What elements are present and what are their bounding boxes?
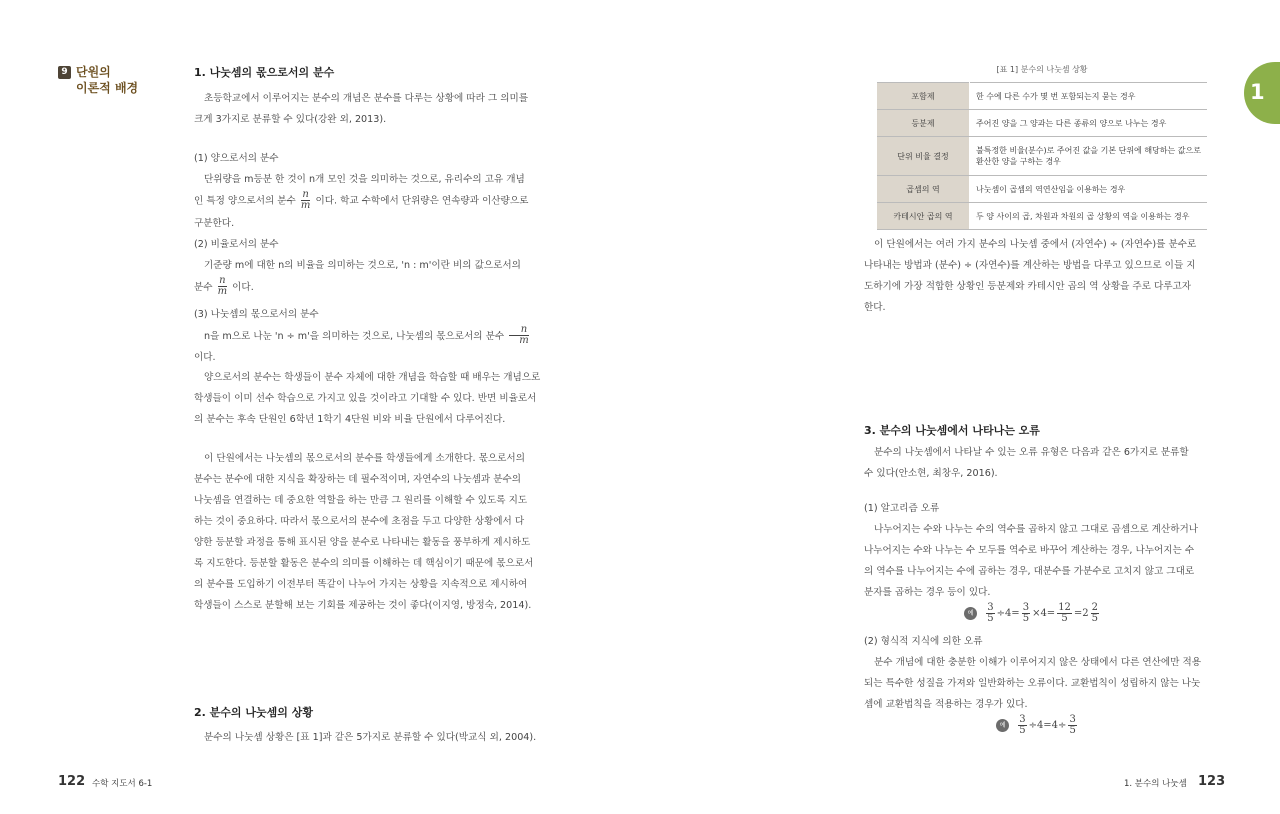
heading-1: 1. 나눗셈의 몫으로서의 분수	[194, 66, 335, 79]
heading-3: 3. 분수의 나눗셈에서 나타나는 오류	[864, 424, 1040, 437]
text-span: 이다. 학교 수학에서 단위량은 연속량과 이산량으로	[315, 195, 529, 207]
paragraph-line: 나눗셈을 연결하는 데 중요한 역할을 하는 만큼 그 원리를 이해할 수 있도록 지도	[194, 494, 528, 506]
paragraph-block	[194, 448, 554, 616]
fraction-n-over-m: $\frac{n}{m}$	[300, 189, 311, 211]
text-span: 인 특정 양으로서의 분수	[194, 195, 296, 207]
paragraph-line: 의 역수를 나누어지는 수에 곱하는 경우, 대분수를 가분수로 고치지 않고 그대로	[864, 566, 1195, 577]
section-number-badge: 9	[58, 66, 71, 79]
paragraph-line: 분수는 분수에 대한 지식을 확장하는 데 필수적이며, 자연수의 나눗셈과 분수의	[194, 473, 522, 485]
paragraph-line: 양한 등분할 과정을 통해 표시된 양을 분수로 나타내는 활동을 풍부하게 제시하도	[194, 536, 531, 548]
table-row	[877, 137, 1207, 176]
paragraph-line: 분수의 나눗셈에서 나타날 수 있는 오류 유형은 다음과 같은 6가지로 분류할	[874, 447, 1189, 458]
paragraph-line: 분수 개념에 대한 충분한 이해가 이루어지지 않은 상태에서 다른 연산에만 적용	[874, 657, 1202, 668]
division-situations-table	[877, 82, 1207, 230]
table-value-cell: 주어진 양을 그 양과는 다른 종류의 양으로 나누는 경우	[970, 110, 1208, 137]
subheading-algorithm-error: (1) 알고리즘 오류	[864, 503, 940, 514]
paragraph-line: 단위량을 m등분 한 것이 n개 모인 것을 의미하는 것으로, 유리수의 고유 개념	[204, 174, 525, 185]
paragraph-line: 초등학교에서 이루어지는 분수의 개념은 분수를 다루는 상황에 따라 그 의미를	[204, 93, 529, 104]
paragraph-line: 도하기에 가장 적합한 상황인 등분제와 카테시안 곱의 역 상황을 주로 다루고자	[864, 281, 1192, 292]
table-key-cell: 곱셈의 역	[877, 176, 970, 203]
example-icon: 예	[996, 719, 1009, 732]
paragraph-line: 셈에 교환법칙을 적용하는 경우가 있다.	[864, 699, 1028, 710]
section-title-line2: 이론적 배경	[76, 81, 139, 95]
subheading-quotient: (3) 나눗셈의 몫으로서의 분수	[194, 308, 319, 320]
left-footer-text: 수학 지도서 6-1	[92, 779, 153, 789]
paragraph-line: 이 단원에서는 나눗셈의 몫으로서의 분수를 학생들에게 소개한다. 몫으로서의	[204, 452, 525, 464]
paragraph-line: 록 지도한다. 등분할 활동은 분수의 의미를 이해하는 데 핵심이기 때문에 몫으로서	[194, 557, 534, 569]
paragraph-line: 이 단원에서는 여러 가지 분수의 나눗셈 중에서 (자연수) ÷ (자연수)를 분수로	[874, 239, 1197, 250]
paragraph-line: 학생들이 이미 선수 학습으로 가지고 있을 것이라고 기대할 수 있다. 반면 비율로서	[194, 392, 537, 404]
example-icon: 예	[964, 607, 977, 620]
table-value-cell: 불특정한 비율(분수)로 주어진 값을 기본 단위에 해당하는 값으로 환산한 양을 구하는 경우	[970, 137, 1208, 176]
left-page-number: 122	[58, 774, 86, 789]
paragraph-line: 학생들이 스스로 분할해 보는 기회를 제공하는 것이 좋다(이지영, 방정숙, 2014).	[194, 599, 532, 611]
paragraph-line: 분수의 나눗셈 상황은 [표 1]과 같은 5가지로 분류할 수 있다(박교식 외, 2004).	[204, 732, 537, 743]
right-page-number: 123	[1198, 774, 1226, 789]
paragraph-line: 이다.	[194, 351, 216, 363]
right-paragraph-1	[864, 234, 1222, 318]
paragraph-line: 양으로서의 분수는 학생들이 분수 자체에 대한 개념을 학습할 때 배우는 개념으로	[204, 371, 541, 383]
text-span: n을 m으로 나눈 'n ÷ m'을 의미하는 것으로, 나눗셈의 몫으로서의 분수	[204, 330, 505, 342]
example-2-equation: 예 $\frac{3}{5}$ ÷4=4÷ $\frac{3}{5}$	[996, 715, 1222, 741]
text-span: 이다.	[232, 281, 254, 293]
paragraph-line: 하는 것이 중요하다. 따라서 몫으로서의 분수에 초점을 두고 다양한 상황에서 다	[194, 515, 525, 527]
heading-2: 2. 분수의 나눗셈의 상황	[194, 706, 313, 719]
text-span: 분수	[194, 281, 213, 293]
table-caption: [표 1] 분수의 나눗셈 상황	[996, 65, 1088, 74]
chapter-number: 1	[1250, 80, 1265, 104]
table-row	[877, 83, 1207, 110]
paragraph-line: 의 분수는 후속 단원인 6학년 1학기 4단원 비와 비율 단원에서 다루어진다.	[194, 413, 506, 425]
table-row	[877, 110, 1207, 137]
subheading-formal-knowledge-error: (2) 형식적 지식에 의한 오류	[864, 636, 983, 647]
paragraph-line: 분자를 곱하는 경우 등이 있다.	[864, 587, 991, 598]
table-key-cell: 등분제	[877, 110, 970, 137]
right-footer-text: 1. 분수의 나눗셈	[1124, 779, 1187, 789]
paragraph-line	[194, 276, 554, 300]
table-key-cell: 포함제	[877, 83, 970, 110]
paragraph-line: 수 있다(안소현, 최창우, 2016).	[864, 468, 998, 479]
paragraph-line: 나누어지는 수와 나누는 수 모두를 역수로 바꾸어 계산하는 경우, 나누어지는 수	[864, 545, 1195, 556]
table-row	[877, 176, 1207, 203]
paragraph-line: 구분한다.	[194, 217, 235, 229]
fraction-n-over-m: $\frac{n}{m}$	[217, 275, 228, 297]
table-key-cell: 단위 비율 결정	[877, 137, 970, 176]
table-key-cell: 카테시안 곱의 역	[877, 203, 970, 230]
paragraph-line: 한다.	[864, 302, 886, 313]
paragraph-line	[194, 325, 554, 349]
paragraph-line: 크게 3가지로 분류할 수 있다(강완 외, 2013).	[194, 114, 387, 125]
table-value-cell: 두 양 사이의 곱, 차원과 차원의 곱 상황의 역을 이용하는 경우	[970, 203, 1208, 230]
paragraph-line: 의 분수를 도입하기 이전부터 똑같이 나누어 가지는 상황을 지속적으로 제시하여	[194, 578, 528, 590]
example-1-equation: 예 $\frac{3}{5}$ ÷4= $\frac{3}{5}$ ×4= $\frac{12}{5}$ =2 $\frac{2}{5}$	[964, 603, 1222, 629]
left-column	[194, 64, 554, 616]
paragraph-line: 나누어지는 수와 나누는 수의 역수를 곱하지 않고 그대로 곱셈으로 계산하거나	[874, 524, 1199, 535]
subheading-ratio: (2) 비율로서의 분수	[194, 238, 279, 250]
paragraph-line	[194, 190, 554, 213]
section-title-line1: 단원의	[76, 65, 111, 79]
table-row	[877, 203, 1207, 230]
paragraph-line: 기준량 m에 대한 n의 비율을 의미하는 것으로, 'n : m'이란 비의 값으로서의	[204, 259, 521, 271]
table-value-cell: 한 수에 다른 수가 몇 번 포함되는지 묻는 경우	[970, 83, 1208, 110]
right-column-errors	[864, 442, 1222, 741]
paragraph-line: 나타내는 방법과 (분수) ÷ (자연수)를 계산하는 방법을 다루고 있으므로 이들 지	[864, 260, 1196, 271]
fraction-n-over-m: $\frac{n}{m}$	[509, 325, 528, 346]
paragraph-line: 되는 특수한 성질을 가져와 일반화하는 오류이다. 교환법칙이 성립하지 않는 나눗	[864, 678, 1201, 689]
table-value-cell: 나눗셈이 곱셈의 역연산임을 이용하는 경우	[970, 176, 1208, 203]
subheading-quantity: (1) 양으로서의 분수	[194, 153, 279, 164]
